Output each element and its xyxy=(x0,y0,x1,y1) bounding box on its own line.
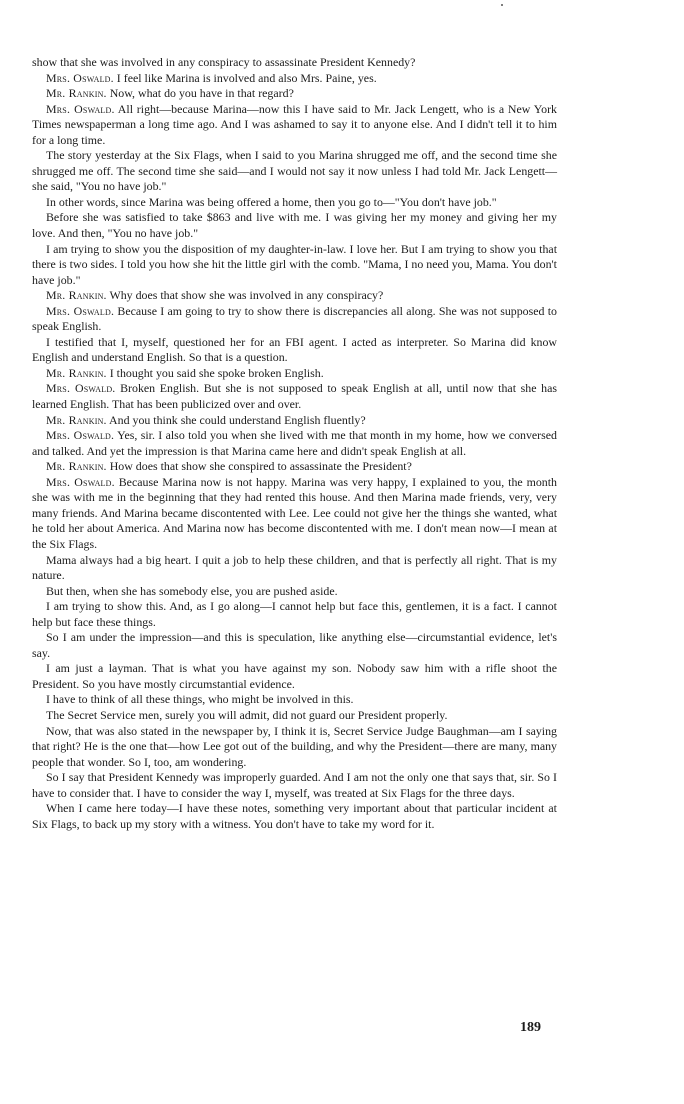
paragraph-text: I am trying to show you the disposition of my daughter-in-law. I love her. But I am trying to show you that there is two sides. I told you how she hit the little girl with the comb. "Mama, I no need you, Mama. You don't have job." xyxy=(32,241,557,287)
speaker-name: Mr. Rankin. xyxy=(46,365,107,380)
paragraph-text: So I say that President Kennedy was improperly guarded. And I am not the only one that says that, sir. So I have to consider that. I have to consider the way I, myself, was treated at Six Flags for the three days. xyxy=(32,770,557,800)
testimony-paragraph xyxy=(32,801,557,832)
paragraph-text: So I am under the impression—and this is speculation, like anything else—circumstantial evidence, let's say. xyxy=(32,630,557,660)
testimony-paragraph xyxy=(32,475,557,553)
testimony-paragraph xyxy=(32,381,557,412)
paragraph-text: Yes, sir. I also told you when she lived with me that month in my home, how we conversed and talked. And yet the impression is that Marina came here and didn't speak English at all. xyxy=(32,428,557,458)
testimony-paragraph xyxy=(32,428,557,459)
paragraph-text: Because Marina now is not happy. Marina was very happy, I explained to you, the month she was with me in the beginning that they had rented this house. And then Marina made friends, very, very many friends. And Marina became discontented with Lee. Lee could not give her the things she wanted, what he told her about America. And Marina now has become discontented with me. I don't mean now—I mean at the Six Flags. xyxy=(32,474,557,551)
paragraph-text: I am just a layman. That is what you have against my son. Nobody saw him with a rifle shoot the President. So you have mostly circumstantial evidence. xyxy=(32,661,557,691)
paragraph-text: But then, when she has somebody else, you are pushed aside. xyxy=(46,583,338,598)
speaker-name: Mrs. Oswald. xyxy=(46,381,116,396)
testimony-paragraph xyxy=(32,242,557,289)
paragraph-text: All right—because Marina—now this I have said to Mr. Jack Lengett, who is a New York Times newspaperman a long time ago. And I was ashamed to say it to anyone else. And I didn't tell it to him for a long time. xyxy=(32,101,557,147)
testimony-paragraph xyxy=(32,724,557,771)
paragraph-text: I feel like Marina is involved and also Mrs. Paine, yes. xyxy=(113,70,377,85)
paragraph-text: And you think she could understand English fluently? xyxy=(106,412,366,427)
paragraph-text: Broken English. But she is not supposed to speak English at all, until now that she has learned English. That has been publicized over and over. xyxy=(32,381,557,412)
scan-speck xyxy=(501,4,503,6)
testimony-paragraph xyxy=(32,708,557,724)
speaker-name: Mr. Rankin. xyxy=(46,86,107,101)
transcript-page xyxy=(32,55,557,832)
testimony-paragraph xyxy=(32,304,557,335)
paragraph-text: I testified that I, myself, questioned her for an FBI agent. I acted as interpreter. So Marina did know English and understand English. So that is a question. xyxy=(32,334,557,365)
paragraph-text: Before she was satisfied to take $863 and live with me. I was giving her my money and giving her my love. And then, "You no have job." xyxy=(32,210,557,241)
paragraph-text: I am trying to show this. And, as I go along—I cannot help but face this, gentlemen, it is a fact. I cannot help but face these things. xyxy=(32,599,557,629)
speaker-name: Mr. Rankin. xyxy=(46,459,107,474)
testimony-paragraph xyxy=(32,148,557,195)
paragraph-text: show that she was involved in any conspiracy to assassinate President Kennedy? xyxy=(32,55,416,69)
page-number: 189 xyxy=(520,1020,541,1035)
testimony-paragraph xyxy=(32,288,557,304)
paragraph-text: I have to think of all these things, who might be involved in this. xyxy=(46,692,354,707)
paragraph-text: The story yesterday at the Six Flags, when I said to you Marina shrugged me off, and the second time she shrugged me off. The second time she said—and I would not say it now unless I had told Mr. Jack Lengett—she said, "You no have job." xyxy=(32,148,557,194)
paragraph-text: When I came here today—I have these notes, something very important about that particular incident at Six Flags, to back up my story with a witness. You don't have to take my word for it. xyxy=(32,801,557,831)
testimony-paragraph xyxy=(32,366,557,382)
speaker-name: Mrs. Oswald. xyxy=(46,474,115,489)
speaker-name: Mrs. Oswald. xyxy=(46,428,115,443)
paragraph-text: Mama always had a big heart. I quit a job to help these children, and that is perfectly all right. That is my nature. xyxy=(32,552,557,583)
testimony-paragraph xyxy=(32,599,557,630)
paragraph-text: How does that show she conspired to assassinate the President? xyxy=(106,459,412,474)
paragraph-text: Why does that show she was involved in any conspiracy? xyxy=(106,288,384,303)
testimony-paragraph xyxy=(32,770,557,801)
testimony-paragraph xyxy=(32,413,557,429)
testimony-paragraph xyxy=(32,661,557,692)
speaker-name: Mrs. Oswald. xyxy=(46,101,115,116)
testimony-paragraph xyxy=(32,195,557,211)
paragraph-text: Now, what do you have in that regard? xyxy=(106,86,294,101)
testimony-paragraph xyxy=(32,210,557,241)
paragraph-text: Because I am going to try to show there is discrepancies all along. She was not supposed to speak English. xyxy=(32,303,557,334)
speaker-name: Mr. Rankin. xyxy=(46,288,107,303)
testimony-paragraph xyxy=(32,553,557,584)
paragraph-text: Now, that was also stated in the newspaper by, I think it is, Secret Service Judge Baughman—am I saying that right? He is the one that—how Lee got out of the building, and why the President—there are many, many people that wonder. So I, too, am wondering. xyxy=(32,723,557,769)
testimony-paragraph xyxy=(32,86,557,102)
testimony-paragraph xyxy=(32,335,557,366)
testimony-paragraph xyxy=(32,584,557,600)
testimony-paragraph xyxy=(32,71,557,87)
paragraph-text: In other words, since Marina was being offered a home, then you go to—"You don't have job." xyxy=(46,194,497,209)
testimony-paragraph xyxy=(32,692,557,708)
testimony-paragraph xyxy=(32,630,557,661)
speaker-name: Mr. Rankin. xyxy=(46,412,107,427)
paragraph-text: The Secret Service men, surely you will admit, did not guard our President properly. xyxy=(46,707,448,722)
testimony-paragraph xyxy=(32,102,557,149)
testimony-paragraph xyxy=(32,459,557,475)
speaker-name: Mrs. Oswald. xyxy=(46,70,114,85)
testimony-paragraph xyxy=(32,55,557,71)
speaker-name: Mrs. Oswald. xyxy=(46,303,115,318)
paragraph-text: I thought you said she spoke broken English. xyxy=(106,365,324,380)
